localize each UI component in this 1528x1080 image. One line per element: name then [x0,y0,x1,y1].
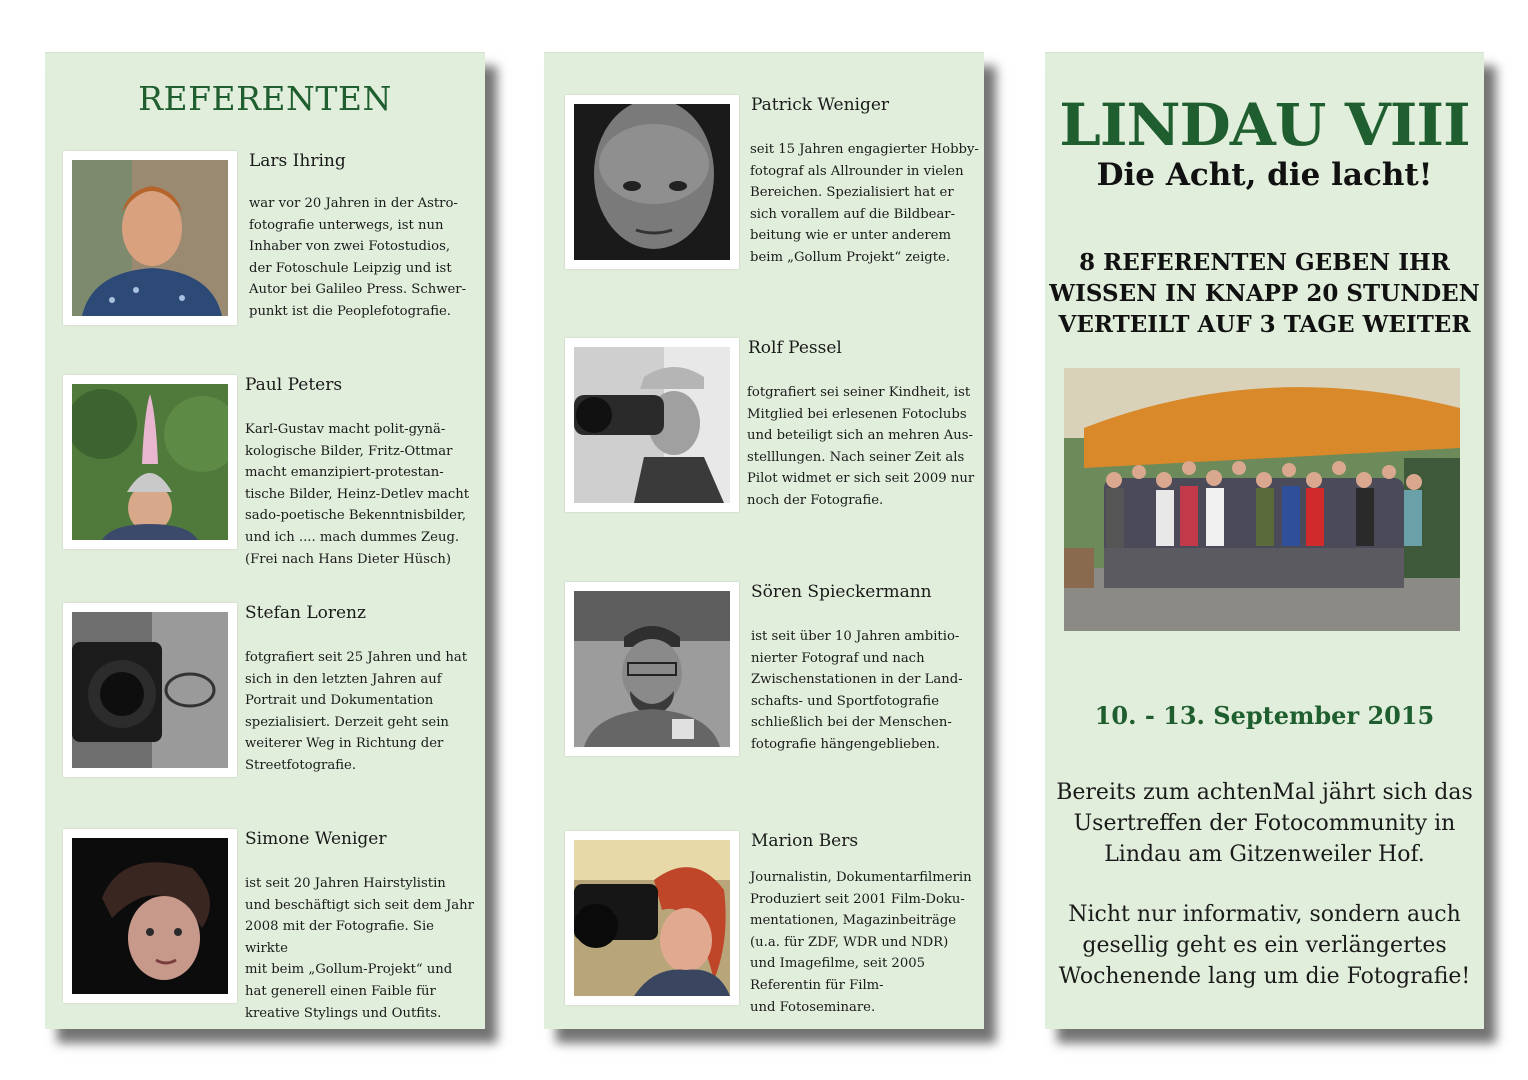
speaker-photo [63,375,237,549]
speaker-photo [63,603,237,777]
speaker-name: Lars Ihring [249,151,346,171]
event-date: 10. - 13. September 2015 [1094,701,1435,730]
speaker-bio: Karl-Gustav macht polit-gynä- kologische Bilder, Fritz-Ottmar macht emanzipiert-protestan- tische Bilder, Heinz-Detlev macht sado-poetische Bekenntnisbilder, und ich .... mach dummes Zeug. (Frei nach Hans Dieter Hüsch) [245,422,470,567]
speaker-name: Rolf Pessel [748,338,842,358]
group-photo [1064,368,1460,631]
section-title: REFERENTEN [138,79,392,118]
speaker-photo [565,582,739,756]
panel-speakers-left [45,52,485,1029]
event-description: Nicht nur informativ, sondern auch gesellig geht es ein verlängertes Wochenende lang um die Fotografie! [1058,902,1471,989]
event-description: Bereits zum achtenMal jährt sich das Usertreffen der Fotocommunity in Lindau am Gitzenweiler Hof. [1056,780,1473,867]
speaker-name: Simone Weniger [245,829,387,849]
event-title: LINDAU VIII [1059,91,1470,159]
speaker-name: Marion Bers [751,831,859,851]
panel-event-cover [1045,52,1484,1029]
speaker-bio: fotgrafiert seit 25 Jahren und hat sich in den letzten Jahren auf Portrait und Dokumentation spezialisiert. Derzeit geht sein weiterer Weg in Richtung der Streetfotografie. [245,650,468,773]
panel-speakers-middle [544,52,984,1029]
speaker-name: Patrick Weniger [751,95,890,115]
speaker-bio: ist seit 20 Jahren Hairstylistin und beschäftigt sich seit dem Jahr 2008 mit der Fotografie. Sie wirkte mit beim „Gollum-Projekt“ und hat generell einen Faible für kreative Stylings und Outfits. [245,876,474,1021]
speaker-photo [63,151,237,325]
speaker-name: Sören Spieckermann [751,582,932,602]
event-subtitle: Die Acht, die lacht! [1096,157,1433,193]
speaker-photo [565,338,739,512]
speaker-name: Paul Peters [245,375,343,395]
speaker-bio: war vor 20 Jahren in der Astro- fotografie unterwegs, ist nun Inhaber von zwei Fotostudios, der Fotoschule Leipzig und ist Autor bei Galileo Press. Schwer- punkt ist die Peoplefotografie. [249,196,467,319]
event-tagline: 8 REFERENTEN GEBEN IHR WISSEN IN KNAPP 20 STUNDEN VERTEILT AUF 3 TAGE WEITER [1049,249,1480,338]
speaker-bio: Journalistin, Dokumentarfilmerin Produziert seit 2001 Film-Doku- mentationen, Magazinbeiträge (u.a. für ZDF, WDR und NDR) und Imagefilme, seit 2005 Referentin für Film- und Fotoseminare. [750,870,972,1015]
speaker-bio: ist seit über 10 Jahren ambitio- nierter Fotograf und nach Zwischenstationen in der Land- schafts- und Sportfotografie schließlich bei der Menschen- fotografie hängengeblieben. [751,629,963,752]
speaker-name: Stefan Lorenz [245,603,366,623]
speaker-bio: fotgrafiert sei seiner Kindheit, ist Mitglied bei erlesenen Fotoclubs und beteiligt sich an mehren Aus- stelllungen. Nach seiner Zeit als Pilot widmet er sich seit 2009 nur noch der Fotografie. [747,385,975,508]
speaker-photo [63,829,237,1003]
speaker-photo [565,95,739,269]
speaker-photo [565,831,739,1005]
speaker-bio: seit 15 Jahren engagierter Hobby- fotograf als Allrounder in vielen Bereichen. Spezialisiert hat er sich vorallem auf die Bildbear- beitung wie er unter anderem beim „Gollum Projekt“ zeigte. [750,142,979,265]
